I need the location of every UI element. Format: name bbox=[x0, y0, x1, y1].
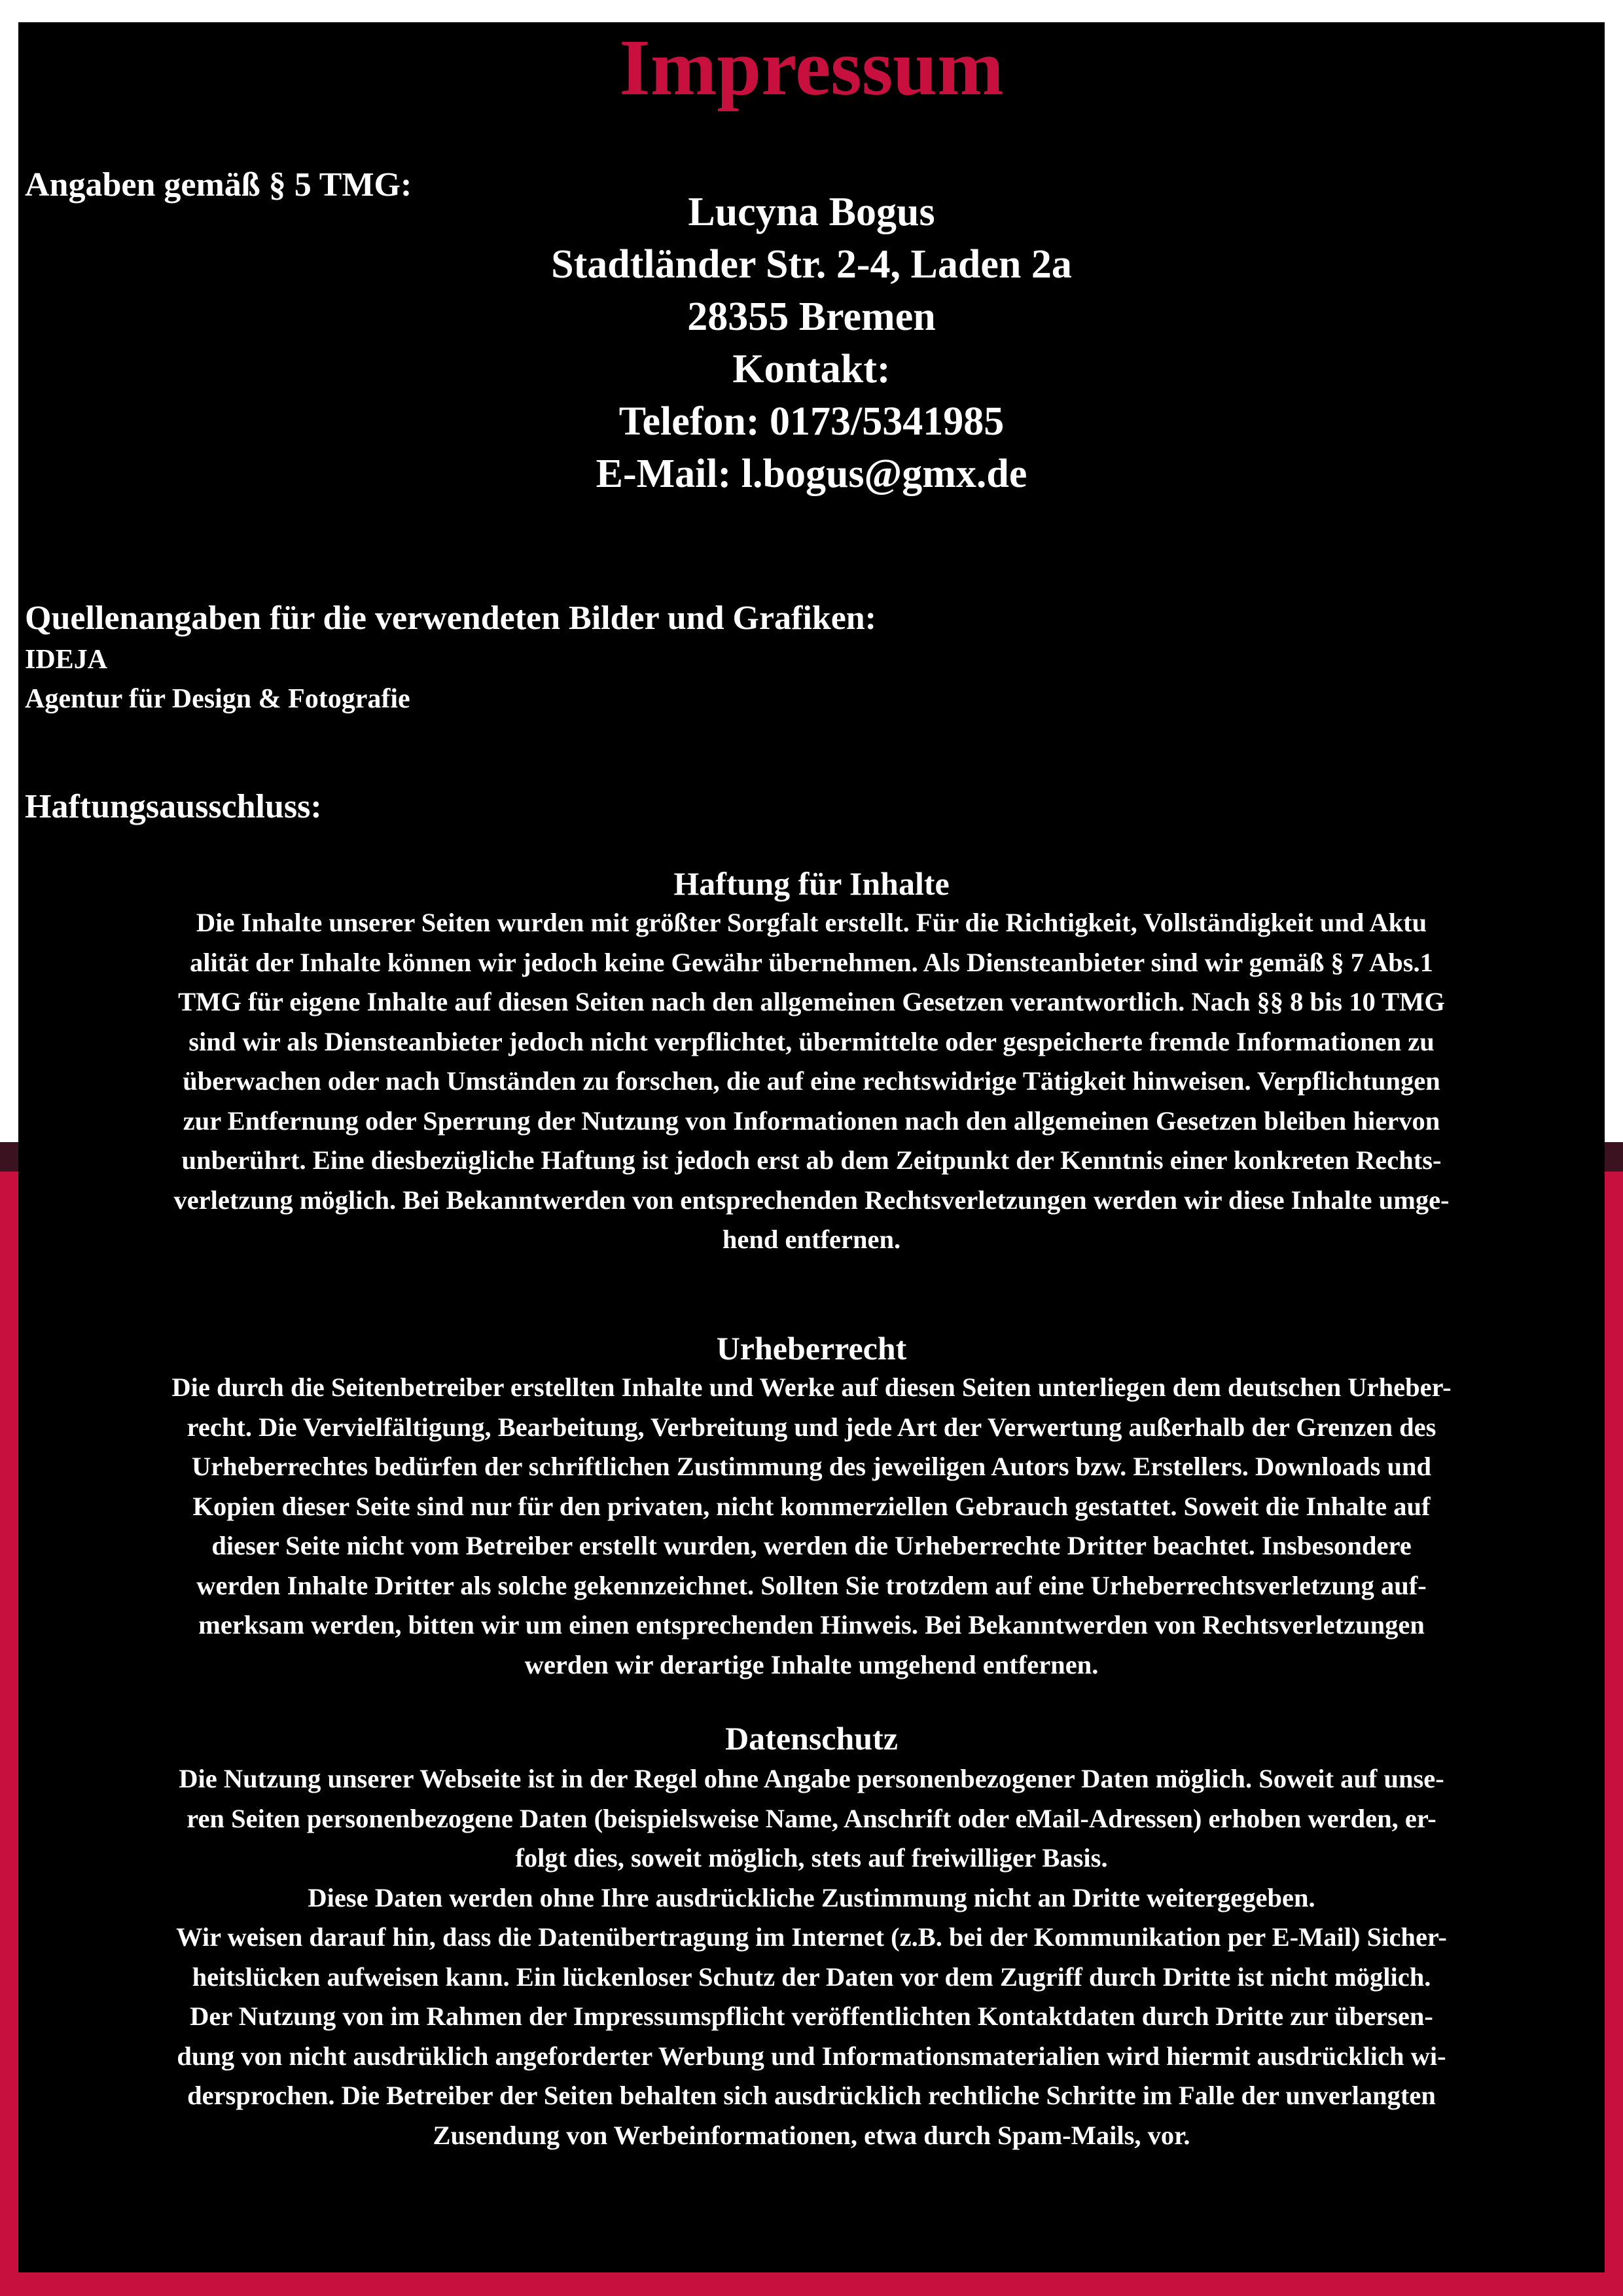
paragraph-line: dieser Seite nicht vom Betreiber erstellt wurden, werden die Urheberrechte Dritter beachtet. Insbesondere bbox=[211, 1531, 1412, 1560]
paragraph-line: unberührt. Eine diesbezügliche Haftung ist jedoch erst ab dem Zeitpunkt der Kenntnis einer konkreten Rechts- bbox=[181, 1145, 1442, 1175]
address-block bbox=[18, 186, 1605, 500]
contact-label: Kontakt: bbox=[732, 347, 891, 391]
owner-name: Lucyna Bogus bbox=[688, 190, 935, 234]
paragraph-line: werden wir derartige Inhalte umgehend entfernen. bbox=[524, 1649, 1099, 1679]
paragraph-line: dersprochen. Die Betreiber der Seiten behalten sich ausdrücklich rechtliche Schritte im Falle der unverlangten bbox=[187, 2081, 1436, 2110]
haftung-paragraph bbox=[18, 903, 1605, 1260]
paragraph-line: Die Inhalte unserer Seiten wurden mit größter Sorgfalt erstellt. Für die Richtigkeit, Vollständigkeit und Aktu bbox=[196, 908, 1427, 937]
paragraph-line: Die durch die Seitenbetreiber erstellten Inhalte und Werke auf diesen Seiten unterliegen dem deutschen Urheber- bbox=[171, 1372, 1452, 1402]
sources-line-1: IDEJA bbox=[25, 645, 108, 675]
paragraph-line: zur Entfernung oder Sperrung der Nutzung von Informationen nach den allgemeinen Gesetzen bleiben hiervon bbox=[183, 1105, 1440, 1136]
street-address: Stadtländer Str. 2-4, Laden 2a bbox=[551, 242, 1072, 287]
paragraph-line: dung von nicht ausdrüklich angeforderter Werbung und Informationsmaterialien wird hiermit ausdrücklich wi- bbox=[177, 2041, 1446, 2071]
paragraph-line: werden Inhalte Dritter als solche gekennzeichnet. Sollten Sie trotzdem auf eine Urheberrechtsverletzung auf- bbox=[196, 1570, 1427, 1600]
paragraph-line: recht. Die Vervielfältigung, Bearbeitung, Verbreitung und jede Art der Verwertung außerhalb der Grenzen des bbox=[187, 1412, 1436, 1442]
paragraph-line: TMG für eigene Inhalte auf diesen Seiten nach den allgemeinen Gesetzen verantwortlich. Nach §§ 8 bis 10 TMG bbox=[178, 987, 1445, 1016]
tmg-heading: Angaben gemäß § 5 TMG: bbox=[25, 166, 412, 204]
paragraph-line: folgt dies, soweit möglich, stets auf freiwilliger Basis. bbox=[515, 1843, 1108, 1873]
paragraph-line: Zusendung von Werbeinformationen, etwa durch Spam-Mails, vor. bbox=[433, 2120, 1190, 2150]
paragraph-line: heitslücken aufweisen kann. Ein lückenloser Schutz der Daten vor dem Zugriff durch Dritte ist nicht möglich. bbox=[192, 1962, 1431, 1992]
haftung-title: Haftung für Inhalte bbox=[673, 865, 950, 902]
paragraph-line: merksam werden, bitten wir um einen entsprechenden Hinweis. Bei Bekanntwerden von Rechtsverletzungen bbox=[198, 1610, 1425, 1640]
phone-number: Telefon: 0173/5341985 bbox=[618, 399, 1005, 444]
city: 28355 Bremen bbox=[687, 295, 936, 339]
paragraph-line: überwachen oder nach Umständen zu forschen, die auf eine rechtswidrige Tätigkeit hinweisen. Verpflichtungen bbox=[183, 1066, 1440, 1096]
impressum-panel bbox=[18, 22, 1605, 2272]
paragraph-line: ren Seiten personenbezogene Daten (beispielsweise Name, Anschrift oder eMail-Adressen) erhoben werden, er- bbox=[187, 1803, 1436, 1833]
datenschutz-title: Datenschutz bbox=[725, 1720, 898, 1757]
paragraph-line: sind wir als Diensteanbieter jedoch nicht verpflichtet, übermittelte oder gespeicherte fremde Informationen zu bbox=[188, 1026, 1435, 1056]
paragraph-line: Der Nutzung von im Rahmen der Impressumspflicht veröffentlichten Kontaktdaten durch Dritte zur übersen- bbox=[190, 2001, 1433, 2031]
paragraph-line: hend entfernen. bbox=[722, 1225, 901, 1254]
email-address: E-Mail: l.bogus@gmx.de bbox=[596, 452, 1027, 496]
page-title: Impressum bbox=[619, 24, 1004, 112]
paragraph-line: Diese Daten werden ohne Ihre ausdrückliche Zustimmung nicht an Dritte weitergegeben. bbox=[308, 1882, 1315, 1912]
paragraph-line: Kopien dieser Seite sind nur für den privaten, nicht kommerziellen Gebrauch gestattet. Soweit die Inhalte auf bbox=[192, 1491, 1431, 1521]
paragraph-line: Wir weisen darauf hin, dass die Datenübertragung im Internet (z.B. bei der Kommunikation per E-Mail) Sicher- bbox=[176, 1922, 1447, 1952]
paragraph-line: alität der Inhalte können wir jedoch keine Gewähr übernehmen. Als Diensteanbieter sind wir gemäß § 7 Abs.1 bbox=[190, 947, 1433, 977]
paragraph-line: verletzung möglich. Bei Bekanntwerden von entsprechenden Rechtsverletzungen werden wir diese Inhalte umge- bbox=[173, 1185, 1450, 1215]
datenschutz-paragraph bbox=[18, 1759, 1605, 2155]
paragraph-line: Die Nutzung unserer Webseite ist in der Regel ohne Angabe personenbezogener Daten möglich. Soweit auf unse- bbox=[179, 1764, 1444, 1793]
disclaimer-heading: Haftungsausschluss: bbox=[25, 788, 322, 825]
sources-heading: Quellenangaben für die verwendeten Bilder und Grafiken: bbox=[25, 600, 877, 637]
urheberrecht-paragraph bbox=[18, 1368, 1605, 1685]
paragraph-line: Urheberrechtes bedürfen der schriftlichen Zustimmung des jeweiligen Autors bzw. Erstellers. Downloads und bbox=[191, 1452, 1432, 1481]
sources-line-2: Agentur für Design & Fotografie bbox=[25, 684, 410, 714]
urheberrecht-title: Urheberrecht bbox=[716, 1330, 907, 1367]
